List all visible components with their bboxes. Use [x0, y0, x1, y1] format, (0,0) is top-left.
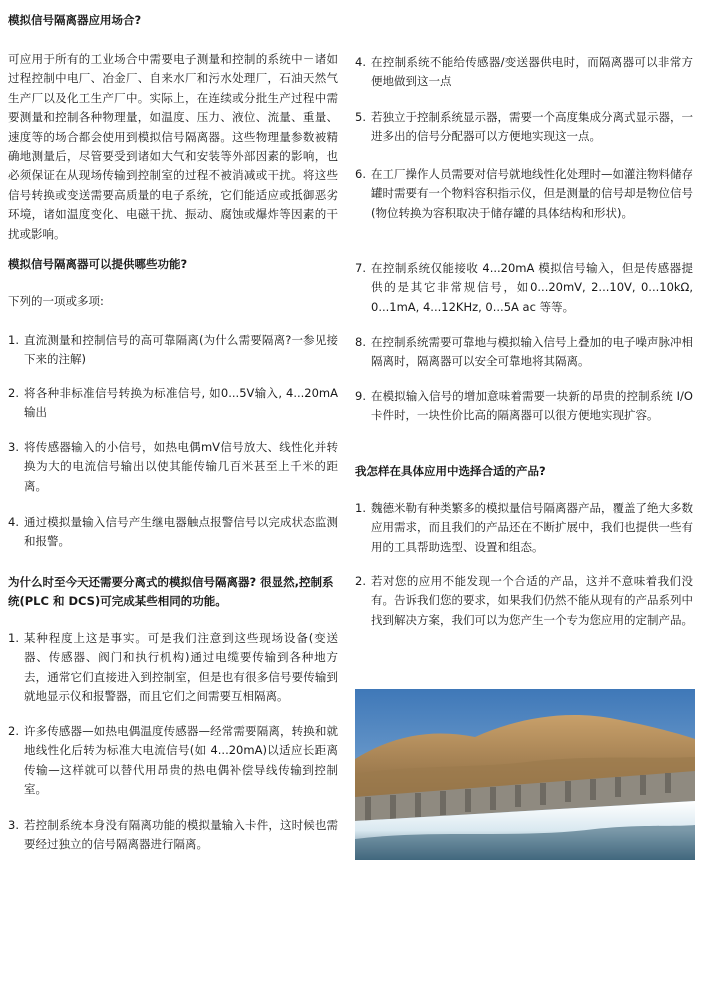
dam-photo [355, 689, 695, 860]
item-text: 在控制系统需要可靠地与模拟输入信号上叠加的电子噪声脉冲相隔离时，隔离器可以安全可靠地将其隔离。 [371, 335, 693, 369]
reason-item [355, 387, 693, 426]
reason-item [355, 165, 693, 223]
function-item [8, 438, 338, 496]
item-number: 4. [8, 515, 19, 529]
item-number: 1. [8, 631, 19, 645]
item-number: 8. [355, 335, 366, 349]
item-text: 在控制系统仅能接收 4...20mA 模拟信号输入，但是传感器提供的是其它非常规信号，如0...20mV, 2...10V, 0...10kΩ, 0...1mA, 4...12KHz, 0...5A ac 等等。 [371, 261, 693, 314]
function-item [8, 513, 338, 552]
item-text: 若控制系统本身没有隔离功能的模拟量输入卡件，这时候也需要经过独立的信号隔离器进行隔离。 [24, 818, 338, 852]
choose-item [355, 572, 693, 630]
intro-paragraph: 可应用于所有的工业场合中需要电子测量和控制的系统中－诸如过程控制中电厂、冶金厂、自来水厂和污水处理厂，石油天然气生产厂以及化工生产厂中。实际上，在连续或分批生产过程中需要测量和控制各种物理量，如温度、压力、液位、流量、重量、速度等的场合都会使用到模拟信号隔离器。这些物理量参数被精确地测量后，尽管要受到诸如大气和安装等外部因素的影响，也必须保证在从现场传输到控制室的过程不被消减或干扰。将这些信号转换或变送需要高质量的电子系统，它们能适应或抵御恶劣环境，诸如温度变化、电磁干扰、振动、腐蚀或爆炸等因素的干扰或影响。 [8, 52, 338, 241]
item-number: 4. [355, 55, 366, 69]
reason-item [8, 629, 338, 707]
item-number: 1. [355, 501, 366, 515]
item-text: 在控制系统不能给传感器/变送器供电时，而隔离器可以非常方便地做到这一点 [371, 55, 693, 89]
reason-item [8, 722, 338, 800]
item-text: 在模拟输入信号的增加意味着需要一块新的昂贵的控制系统 I/O 卡件时，一块性价比高的隔离器可以很方便地实现扩容。 [371, 389, 693, 423]
reason-item [355, 333, 693, 372]
item-number: 1. [8, 333, 19, 347]
item-number: 9. [355, 389, 366, 403]
item-text: 魏德米勒有种类繁多的模拟量信号隔离器产品，覆盖了绝大多数应用需求，而且我们的产品还在不断扩展中，我们也提供一些有用的工具帮助选型、设置和组态。 [371, 501, 693, 554]
choose-item [355, 499, 693, 557]
function-item [8, 384, 338, 423]
item-text: 若对您的应用不能发现一个合适的产品，这并不意味着我们没有。告诉我们您的要求，如果我们仍然不能从现有的产品系列中找到解决方案，我们可以为您产生一个专为您应用的定制产品。 [371, 574, 693, 627]
item-text: 在工厂操作人员需要对信号就地线性化处理时—如灌注物料储存罐时需要有一个物料容积指示仪，但是测量的信号却是物位信号(物位转换为容积取决于储存罐的具体结构和形状)。 [371, 167, 693, 220]
reason-item [355, 53, 693, 92]
item-number: 5. [355, 110, 366, 124]
item-number: 2. [8, 386, 19, 400]
item-number: 6. [355, 167, 366, 181]
item-text: 直流测量和控制信号的高可靠隔离(为什么需要隔离?一参见接下来的注解) [24, 333, 338, 367]
item-number: 7. [355, 261, 366, 275]
dam-illustration [355, 689, 695, 860]
heading-functions: 模拟信号隔离器可以提供哪些功能? [8, 257, 188, 271]
item-number: 3. [8, 440, 19, 454]
item-number: 2. [355, 574, 366, 588]
item-text: 许多传感器—如热电偶温度传感器—经常需要隔离，转换和就地线性化后转为标准大电流信号(如 4...20mA)以适应长距离传输—这样就可以替代用昂贵的热电偶补偿导线传输到控制室。 [24, 724, 338, 797]
item-text: 某种程度上这是事实。可是我们注意到这些现场设备(变送器、传感器、阀门和执行机构)通过电缆要传输到各种地方去，通常它们直接进入到控制室，但是也有很多信号要传输到就地显示仪和报警器，而且它们之间需要互相隔离。 [24, 631, 338, 704]
reason-item [355, 108, 693, 147]
reason-item [8, 816, 338, 855]
function-item [8, 331, 338, 370]
heading-applications: 模拟信号隔离器应用场合? [8, 13, 142, 27]
item-text: 若独立于控制系统显示器，需要一个高度集成分离式显示器，一进多出的信号分配器可以方便地实现这一点。 [371, 110, 693, 144]
heading-why-isolators: 为什么时至今天还需要分离式的模拟信号隔离器? 很显然,控制系统(PLC 和 DCS)可完成某些相同的功能。 [8, 575, 334, 608]
item-text: 将各种非标准信号转换为标准信号, 如0...5V输入, 4...20mA输出 [24, 386, 338, 420]
functions-subtitle: 下列的一项或多项: [8, 294, 104, 308]
item-number: 2. [8, 724, 19, 738]
heading-choose-product: 我怎样在具体应用中选择合适的产品? [355, 464, 546, 478]
item-text: 通过模拟量输入信号产生继电器触点报警信号以完成状态监测和报警。 [24, 515, 338, 549]
reason-item [355, 259, 693, 317]
item-text: 将传感器输入的小信号，如热电偶mV信号放大、线性化并转换为大的电流信号输出以使其能传输几百米甚至上千米的距离。 [24, 440, 338, 493]
item-number: 3. [8, 818, 19, 832]
